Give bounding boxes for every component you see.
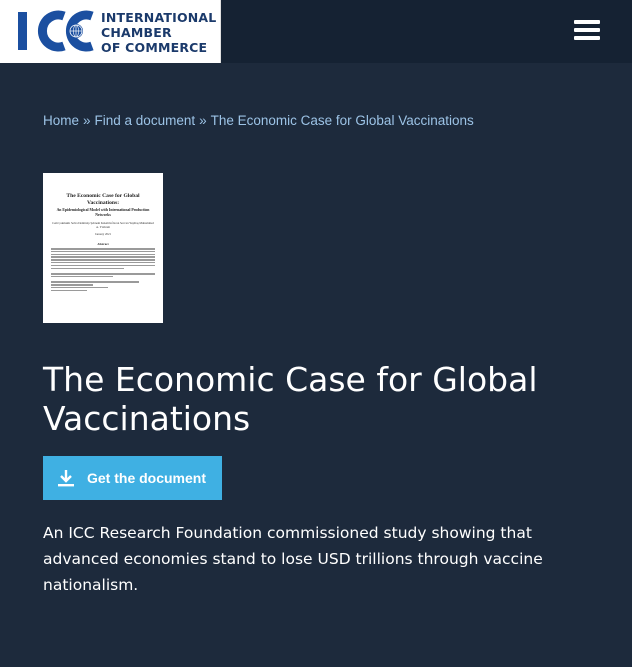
logo-wordmark <box>101 10 216 55</box>
breadcrumb <box>43 113 474 128</box>
thumbnail-abstract-text <box>51 248 155 291</box>
top-navigation-bar <box>0 0 632 63</box>
icc-logo-mark <box>18 10 96 52</box>
breadcrumb-find-document-link[interactable]: Find a document <box>94 113 196 128</box>
thumbnail-abstract-heading: Abstract <box>97 242 109 246</box>
logo-line-1: INTERNATIONAL <box>101 10 217 25</box>
hamburger-menu-icon[interactable] <box>572 17 602 43</box>
thumbnail-subtitle: An Epidemiological Model with International Production Networks <box>56 208 150 217</box>
icc-logo[interactable] <box>0 0 221 63</box>
get-document-label: Get the document <box>87 470 207 486</box>
download-icon <box>57 469 75 487</box>
breadcrumb-current-page[interactable]: The Economic Case for Global Vaccinations <box>210 113 474 128</box>
thumbnail-date: January 2021 <box>94 232 112 236</box>
menu-bar <box>574 28 600 32</box>
document-summary: An ICC Research Foundation commissioned study showing that advanced economies stand to lose USD trillions through vaccine nationalism. <box>43 524 543 594</box>
page-title: The Economic Case for Global Vaccinations <box>43 360 538 438</box>
logo-line-2: CHAMBER <box>101 25 172 40</box>
menu-bar <box>574 20 600 24</box>
menu-bar <box>574 36 600 40</box>
document-thumbnail[interactable] <box>43 173 163 323</box>
breadcrumb-separator: » <box>199 113 207 128</box>
breadcrumb-separator: » <box>83 113 91 128</box>
logo-line-3: OF COMMERCE <box>101 40 208 55</box>
breadcrumb-home-link[interactable]: Home <box>43 113 80 128</box>
thumbnail-title: The Economic Case for Global Vaccinations: <box>66 193 140 206</box>
thumbnail-authors: Cem Çakmaklı Selva Demiralp Şebnem Kalemli-Özcan Sevcan Yeşiltaş Muhammed A. Yıldırım <box>52 221 154 229</box>
get-document-button[interactable] <box>43 456 222 500</box>
